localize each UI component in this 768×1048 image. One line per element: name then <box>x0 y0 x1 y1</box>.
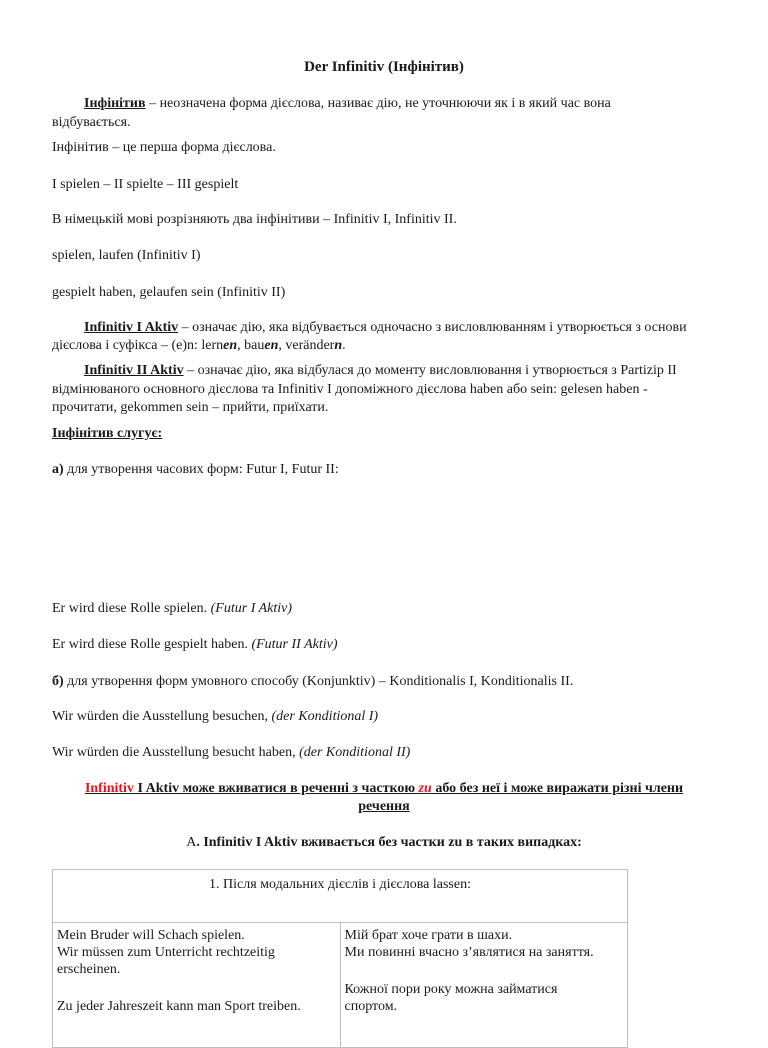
heading-text: I Aktiv може вживатися в реченні з часткою <box>133 781 419 796</box>
usage-label: б) <box>52 674 64 689</box>
usage-text: для утворення форм умовного способу (Konjunktiv) – Konditionalis I, Konditionalis II. <box>63 674 574 689</box>
infinitiv-1-line2 <box>52 337 346 355</box>
example-futur-1 <box>52 600 292 618</box>
term-infinitiv-2-aktiv: Infinitiv II Aktiv <box>84 363 184 378</box>
example-note: (der Konditional I) <box>271 709 379 724</box>
german-sentence: erscheinen. <box>57 962 121 977</box>
term-infinitive: Інфінітив <box>84 96 146 111</box>
table-cell-ukrainian <box>340 923 628 1048</box>
term-infinitiv-1-aktiv: Infinitiv I Aktiv <box>84 320 179 335</box>
ukrainian-sentence: Ми повинні вчасно з’являтися на заняття. <box>344 945 594 960</box>
suffix-n: n <box>334 338 343 353</box>
usage-a <box>52 461 339 479</box>
table-head: 1. Після модальних дієслів і дієслова lassen: <box>53 870 628 923</box>
example-note: (Futur I Aktiv) <box>210 601 293 616</box>
example-konditional-2 <box>52 744 410 762</box>
text-fragment: . <box>342 338 346 353</box>
infinitiv-2-line2: відмінюваного основного дієслова та Infinitiv I допоміжного дієслова haben або sein: gelesen haben - <box>52 382 648 397</box>
text-fragment: , bau <box>237 338 265 353</box>
text-fragment: дієслова і суфікса – (е)n: lern <box>52 338 224 353</box>
example-sentence: Er wird diese Rolle gespielt haben. <box>52 637 252 652</box>
section-heading-a <box>52 834 716 852</box>
heading-zu: zu <box>418 781 432 796</box>
suffix-en: en <box>264 338 279 353</box>
infinitiv-2-aktiv-paragraph <box>52 362 677 380</box>
definition-paragraph <box>52 95 611 113</box>
example-sentence: Er wird diese Rolle spielen. <box>52 601 211 616</box>
first-form-note: Інфінітив – це перша форма дієслова. <box>52 140 276 155</box>
page-title: Der Infinitiv (Інфінітив) <box>304 59 464 75</box>
infinitive-2-example: gespielt haben, gelaufen sein (Infinitiv II) <box>52 285 286 300</box>
german-sentence: Wir müssen zum Unterricht rechtzeitig <box>57 945 275 960</box>
heading-text: або без неї і може виражати різні члени <box>431 781 684 796</box>
two-infinitives-note: В німецькій мові розрізняють два інфінітиви – Infinitiv I, Infinitiv II. <box>52 212 457 227</box>
text-fragment: , veränder <box>278 338 335 353</box>
forms-example: I spielen – II spielte – III gespielt <box>52 177 239 192</box>
definition-line2: відбувається. <box>52 115 131 130</box>
table-cell-german <box>53 923 341 1048</box>
german-sentence: Mein Bruder will Schach spielen. <box>57 928 245 943</box>
example-note: (Futur II Aktiv) <box>251 637 338 652</box>
german-sentence: Zu jeder Jahreszeit kann man Sport treiben. <box>57 999 301 1014</box>
example-sentence: Wir würden die Ausstellung besuchen, <box>52 709 272 724</box>
heading-text: . Infinitiv I Aktiv вживається без частки zu в таких випадках: <box>196 835 582 850</box>
ukrainian-sentence: спортом. <box>344 999 398 1014</box>
infinitiv-1-text: – означає дію, яка відбувається одночасно з висловлюванням і утворюється з основи <box>178 320 687 335</box>
example-konditional-1 <box>52 708 378 726</box>
usage-label: а) <box>52 462 64 477</box>
example-sentence: Wir würden die Ausstellung besucht haben, <box>52 745 300 760</box>
section-heading-infinitiv <box>52 780 716 816</box>
infinitive-serves-heading: Інфінітив слугує: <box>52 426 163 441</box>
suffix-en: en <box>223 338 238 353</box>
examples-table <box>52 869 628 1048</box>
ukrainian-sentence: Мій брат хоче грати в шахи. <box>344 928 513 943</box>
infinitiv-2-line3: прочитати, gekommen sein – прийти, приїхати. <box>52 400 329 415</box>
example-note: (der Konditional II) <box>299 745 411 760</box>
infinitive-1-example: spielen, laufen (Infinitiv I) <box>52 248 201 263</box>
heading-red-term: Infinitiv <box>84 781 134 796</box>
infinitiv-1-aktiv-paragraph <box>52 319 687 337</box>
heading-letter: А <box>186 835 197 850</box>
ukrainian-sentence: Кожної пори року можна займатися <box>344 982 558 997</box>
heading-line2: речення <box>358 799 410 814</box>
usage-b <box>52 673 573 691</box>
infinitiv-2-text: – означає дію, яка відбулася до моменту висловлювання і утворюється з Partizip II <box>183 363 677 378</box>
definition-text: – неозначена форма дієслова, називає дію, не уточнюючи як і в який час вона <box>145 96 611 111</box>
example-futur-2 <box>52 636 338 654</box>
usage-text: для утворення часових форм: Futur I, Futur II: <box>63 462 339 477</box>
